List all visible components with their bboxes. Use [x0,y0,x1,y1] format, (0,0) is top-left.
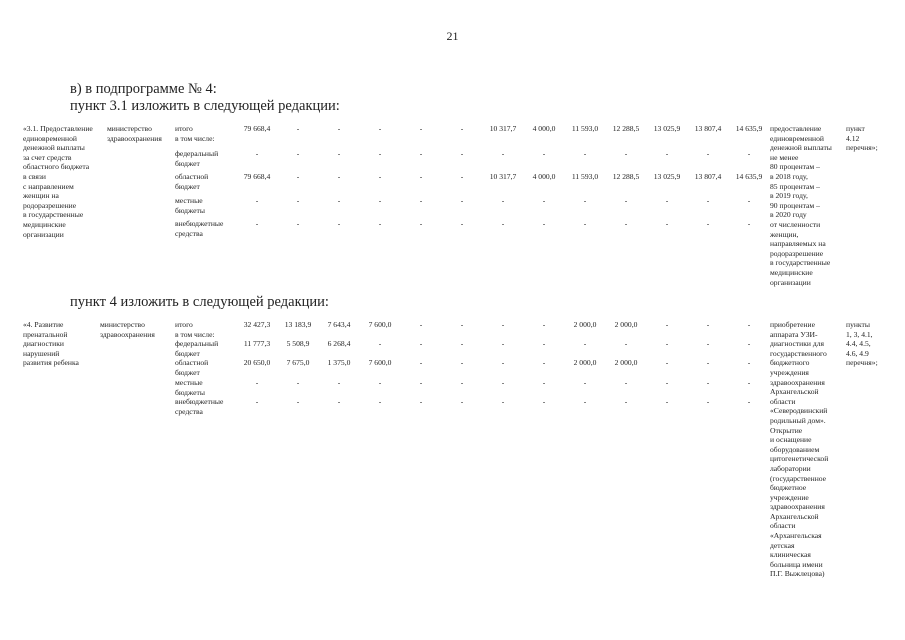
value-cell: - [501,219,505,228]
value-cell: 13 025,9 [653,172,681,181]
value-cell: - [706,397,710,406]
value-cell: - [337,397,341,406]
value-cell: - [706,378,710,387]
value-cell: - [747,339,751,348]
value-cell: - [419,339,423,348]
value-cell: - [460,196,464,205]
value-cell: - [378,378,382,387]
value-cell: - [624,149,628,158]
value-cell: - [501,149,505,158]
row-4-result: приобретение аппарата УЗИ- диагностики для государственного бюджетного учреждения здравоохранения Архангельской области «Северодвинский родильный дом». Открытие и оснащение оборудованием цитогенетической лаборатории (государственное бюджетное учреждение здравоохранения Архангельской области «Архангельская детская клиническая больница имени П.Г. Выжлецова) [770,320,829,579]
value-cell: 13 807,4 [694,172,722,181]
value-cell: - [624,397,628,406]
value-cell: - [747,320,751,329]
row-3-1-reference: пункт 4.12 перечня»; [846,124,878,153]
value-cell: - [419,219,423,228]
value-cell: - [583,149,587,158]
value-cell: - [542,320,546,329]
value-cell: - [296,124,300,133]
value-cell: 79 668,4 [243,124,271,133]
value-cell: - [747,397,751,406]
value-cell: - [337,196,341,205]
value-cell: 7 600,0 [368,358,392,367]
value-cell: - [747,358,751,367]
value-cell: 79 668,4 [243,172,271,181]
row-3-1-source-extra: внебюджетные средства [175,219,224,238]
value-cell: 20 650,0 [243,358,271,367]
row-4-source-federal: федеральный бюджет [175,339,219,358]
value-cell: - [419,320,423,329]
value-cell: - [542,358,546,367]
value-cell: 11 593,0 [571,124,599,133]
value-cell: - [501,320,505,329]
value-cell: - [419,172,423,181]
value-cell: - [501,378,505,387]
value-cell: - [501,397,505,406]
value-cell: - [460,358,464,367]
value-cell: - [419,378,423,387]
item-4-heading: пункт 4 изложить в следующей редакции: [70,294,329,310]
value-cell: - [378,397,382,406]
value-cell: - [665,320,669,329]
value-cell: - [460,397,464,406]
value-cell: - [378,149,382,158]
value-cell: 14 635,9 [735,172,763,181]
value-cell: - [665,358,669,367]
value-cell: - [501,358,505,367]
value-cell: - [255,149,259,158]
value-cell: 2 000,0 [573,358,597,367]
value-cell: - [624,219,628,228]
value-cell: 12 288,5 [612,124,640,133]
row-4-source-regional: областной бюджет [175,358,209,377]
value-cell: - [542,219,546,228]
value-cell: 13 025,9 [653,124,681,133]
value-cell: 12 288,5 [612,172,640,181]
value-cell: 2 000,0 [614,320,638,329]
value-cell: - [706,339,710,348]
value-cell: - [337,219,341,228]
value-cell: - [419,124,423,133]
row-3-1-source-federal: федеральный бюджет [175,149,219,168]
value-cell: - [255,196,259,205]
value-cell: - [583,339,587,348]
value-cell: 4 000,0 [532,124,556,133]
value-cell: - [706,196,710,205]
row-3-1-result: предоставление единовременной денежной выплаты не менее 80 процентам – в 2018 году, 85 процентам – в 2019 году, 90 процентам – в 2020 году от численности женщин, направляемых на родоразрешение в государственные медицинские организации [770,124,832,287]
value-cell: - [665,196,669,205]
value-cell: - [542,149,546,158]
row-4-executor: министерство здравоохранения [100,320,155,339]
value-cell: 5 508,9 [286,339,310,348]
value-cell: - [460,339,464,348]
value-cell: - [337,378,341,387]
item-3-1-heading: пункт 3.1 изложить в следующей редакции: [70,98,340,114]
value-cell: - [583,219,587,228]
value-cell: - [378,172,382,181]
value-cell: - [665,219,669,228]
value-cell: - [296,196,300,205]
value-cell: 2 000,0 [614,358,638,367]
value-cell: - [501,339,505,348]
row-3-1-source-total: итого в том числе: [175,124,215,143]
value-cell: 6 268,4 [327,339,351,348]
value-cell: - [747,219,751,228]
value-cell: - [624,196,628,205]
row-3-1-executor: министерство здравоохранения [107,124,162,143]
value-cell: - [501,196,505,205]
value-cell: - [665,378,669,387]
value-cell: - [542,339,546,348]
value-cell: - [255,219,259,228]
value-cell: 1 375,0 [327,358,351,367]
value-cell: 11 593,0 [571,172,599,181]
value-cell: 14 635,9 [735,124,763,133]
value-cell: - [419,149,423,158]
value-cell: - [706,320,710,329]
row-4-source-total: итого в том числе: [175,320,215,339]
value-cell: - [747,378,751,387]
value-cell: - [378,219,382,228]
value-cell: - [460,149,464,158]
value-cell: 2 000,0 [573,320,597,329]
value-cell: - [665,149,669,158]
value-cell: - [255,397,259,406]
value-cell: 11 777,3 [243,339,271,348]
value-cell: - [419,397,423,406]
value-cell: 4 000,0 [532,172,556,181]
value-cell: - [296,397,300,406]
value-cell: - [706,149,710,158]
value-cell: - [378,124,382,133]
value-cell: - [583,378,587,387]
value-cell: - [624,378,628,387]
subprogram-heading: в) в подпрограмме № 4: [70,81,217,97]
row-4-reference: пункты 1, 3, 4.1, 4.4, 4.5, 4.6, 4.9 перечня»; [846,320,878,368]
value-cell: 10 317,7 [489,124,517,133]
value-cell: - [378,339,382,348]
value-cell: - [296,149,300,158]
value-cell: - [296,378,300,387]
value-cell: - [747,196,751,205]
value-cell: - [337,149,341,158]
value-cell: - [583,397,587,406]
row-3-1-source-regional: областной бюджет [175,172,209,191]
value-cell: - [460,172,464,181]
value-cell: 10 317,7 [489,172,517,181]
row-4-name: «4. Развитие пренатальной диагностики нарушений развития ребенка [23,320,79,368]
value-cell: - [542,397,546,406]
row-4-source-local: местные бюджеты [175,378,205,397]
value-cell: - [255,378,259,387]
value-cell: - [296,172,300,181]
value-cell: - [624,339,628,348]
value-cell: 32 427,3 [243,320,271,329]
row-3-1-name: «3.1. Предоставление единовременной денежной выплаты за счет средств областного бюджета в связи с направлением женщин на родоразрешение в государственные медицинские организации [23,124,93,239]
value-cell: - [337,172,341,181]
value-cell: - [419,358,423,367]
value-cell: - [706,358,710,367]
value-cell: - [706,219,710,228]
value-cell: - [378,196,382,205]
value-cell: - [460,219,464,228]
row-4-source-extra: внебюджетные средства [175,397,224,416]
value-cell: 7 643,4 [327,320,351,329]
value-cell: 13 183,9 [284,320,312,329]
row-3-1-source-local: местные бюджеты [175,196,205,215]
value-cell: - [460,378,464,387]
value-cell: - [583,196,587,205]
value-cell: 13 807,4 [694,124,722,133]
value-cell: 7 600,0 [368,320,392,329]
value-cell: - [665,339,669,348]
value-cell: - [665,397,669,406]
value-cell: - [460,124,464,133]
value-cell: - [337,124,341,133]
value-cell: - [296,219,300,228]
value-cell: - [542,196,546,205]
value-cell: - [542,378,546,387]
value-cell: - [747,149,751,158]
value-cell: 7 675,0 [286,358,310,367]
value-cell: - [419,196,423,205]
page-number: 21 [446,29,459,43]
value-cell: - [460,320,464,329]
